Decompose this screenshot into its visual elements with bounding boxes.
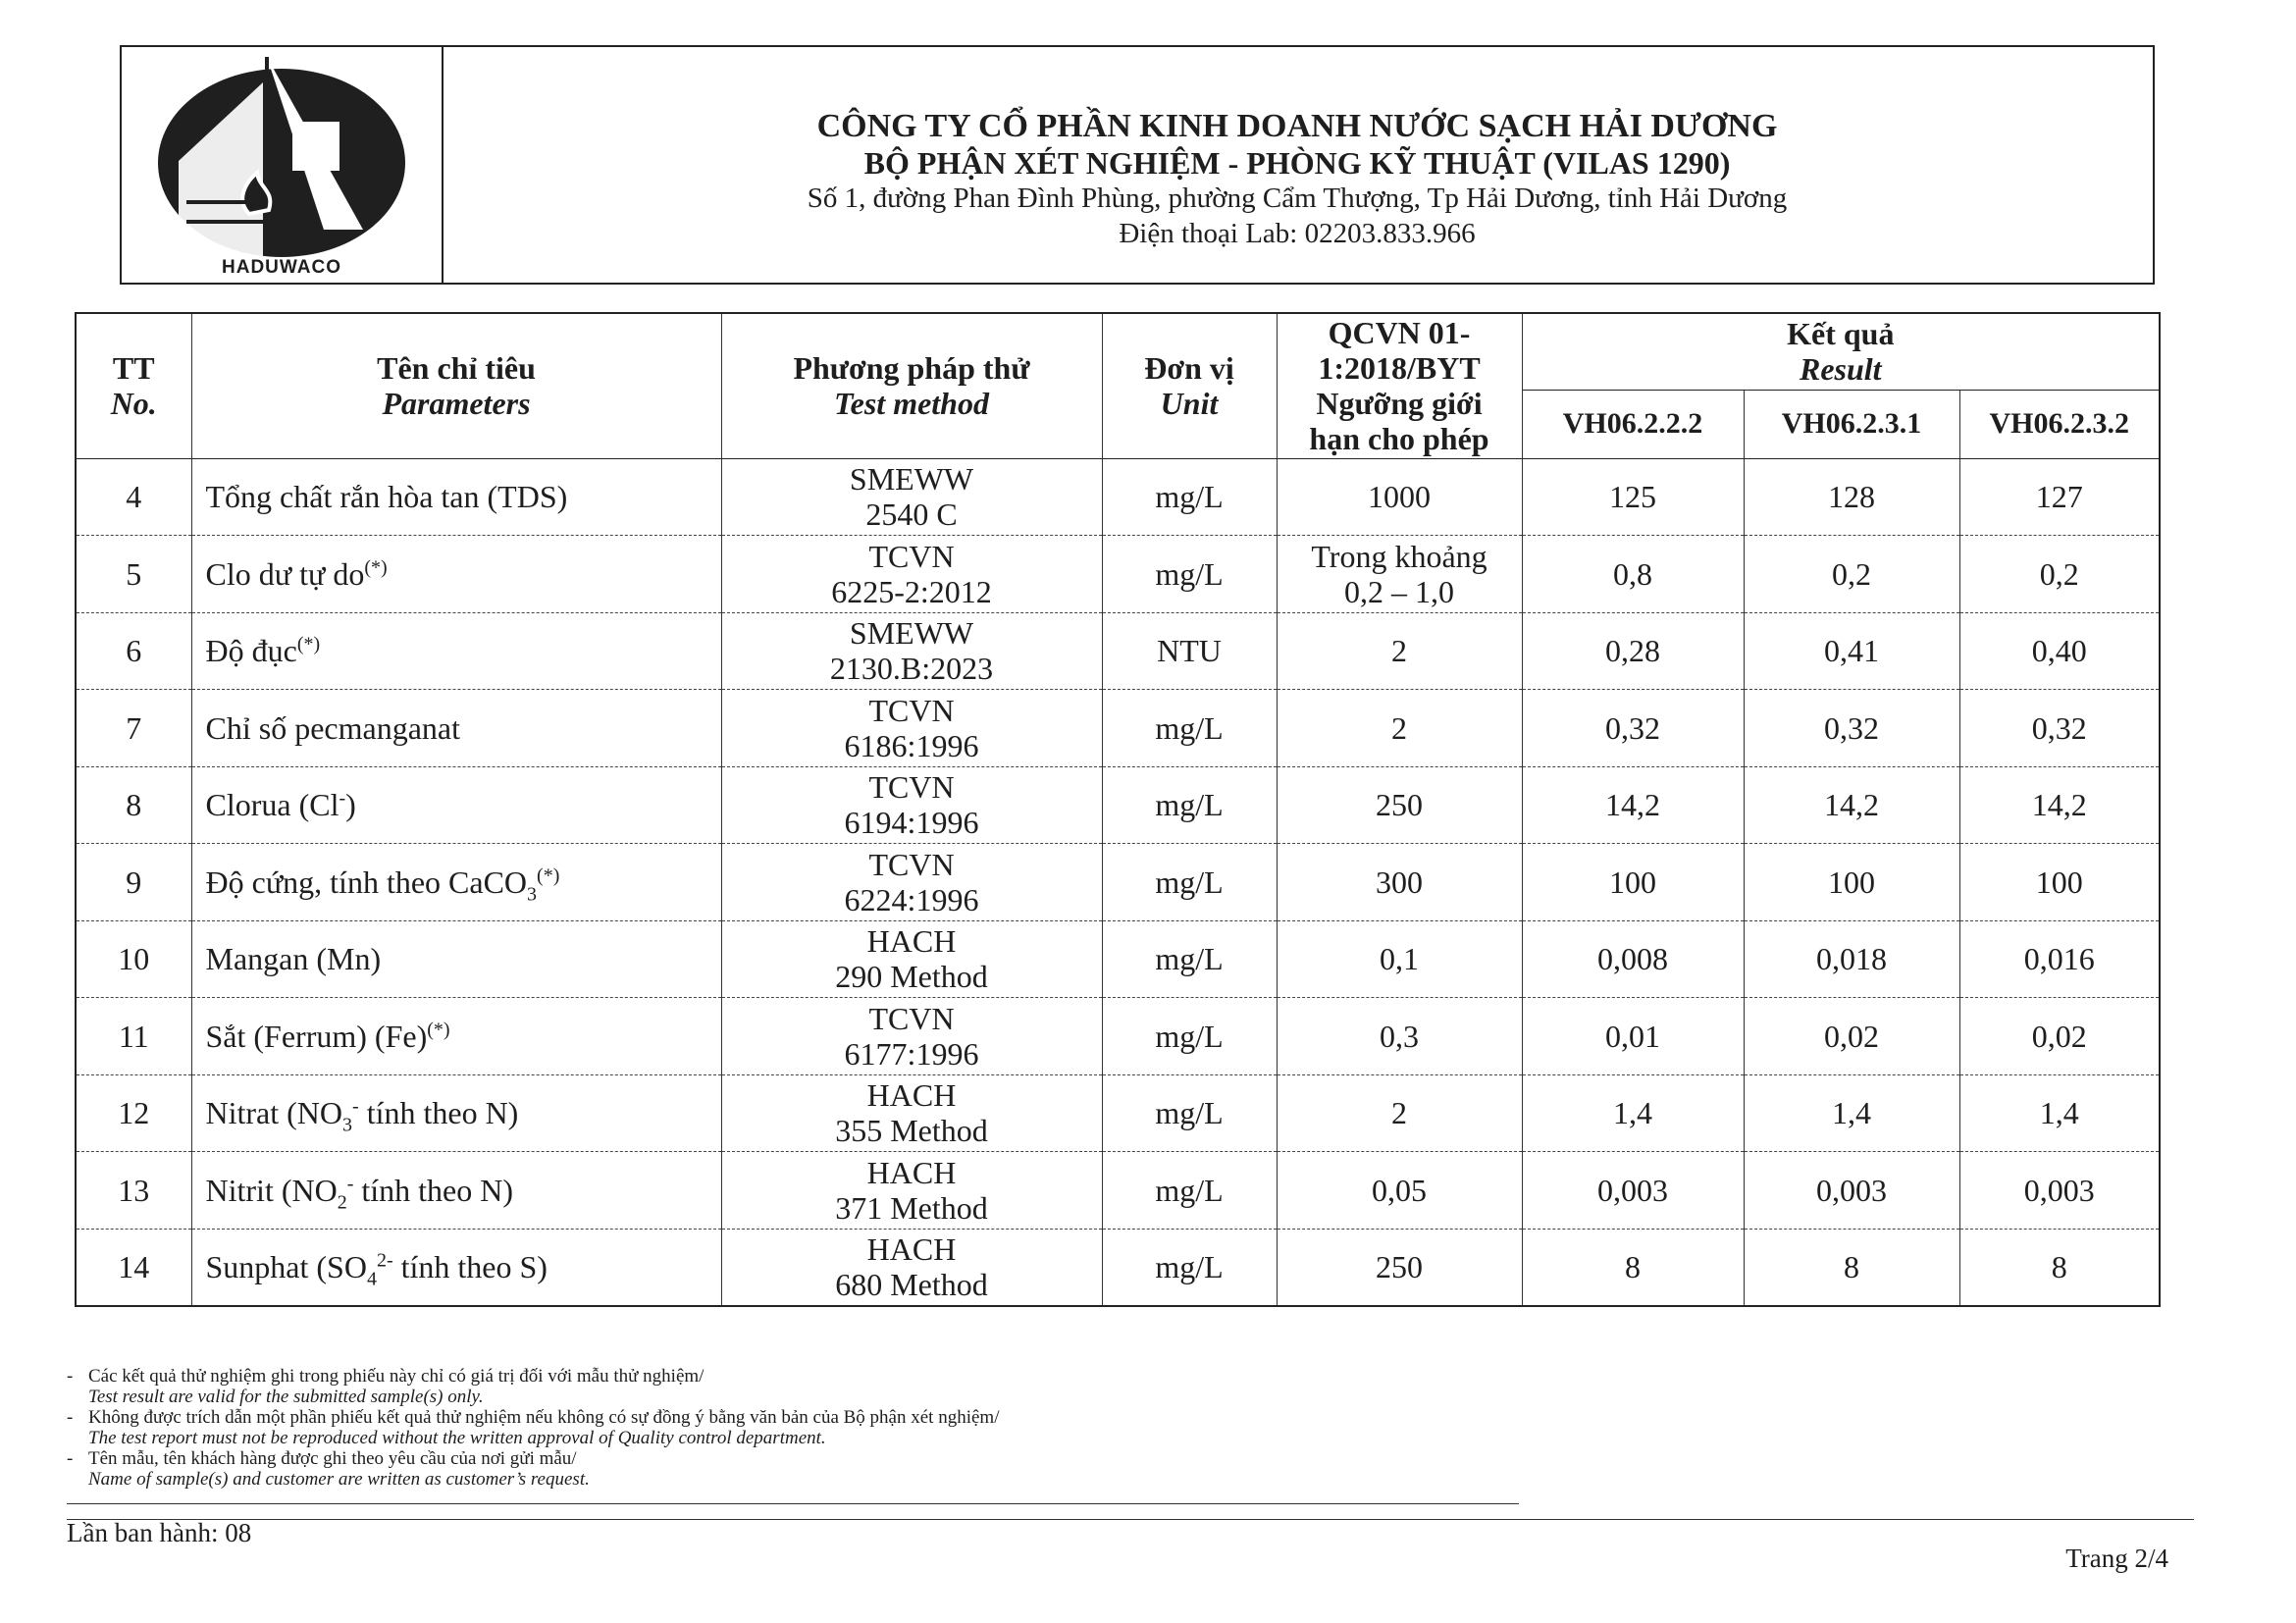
table-row [76,1152,2160,1230]
parameter-name: Độ cứng, tính theo CaCO$_3$(*) [191,844,721,921]
unit: NTU [1102,612,1277,690]
row-number: 7 [76,690,191,767]
row-number: 6 [76,612,191,690]
row-number: 12 [76,1074,191,1152]
result-sample-1: 0,28 [1522,612,1744,690]
logo [122,47,444,283]
result-sample-3: 127 [1959,458,2160,536]
result-sample-2: 128 [1744,458,1959,536]
result-sample-1: 0,32 [1522,690,1744,767]
col-header-limit: QCVN 01- 1:2018/BYT Ngưỡng giới hạn cho phép [1277,313,1522,458]
company-name: CÔNG TY CỔ PHẦN KINH DOANH NƯỚC SẠCH HẢI DƯƠNG [816,108,1778,144]
result-sample-3: 0,016 [1959,920,2160,998]
note-item: - Các kết quả thử nghiệm ghi trong phiếu này chỉ có giá trị đối với mẫu thử nghiệm/ Test result are valid for the submitted sample(s) only. [67,1366,704,1407]
limit-value: 0,05 [1277,1152,1522,1230]
result-sample-3: 0,32 [1959,690,2160,767]
result-sample-2: 8 [1744,1229,1959,1306]
test-method: HACH 355 Method [721,1074,1102,1152]
parameter-name: Sunphat ($SO_4^{2-}$ tính theo S) [191,1229,721,1306]
unit: mg/L [1102,920,1277,998]
result-sample-1: 125 [1522,458,1744,536]
result-sample-2: 0,003 [1744,1152,1959,1230]
test-method: TCVN 6177:1996 [721,998,1102,1075]
unit: mg/L [1102,1152,1277,1230]
test-method: TCVN 6225-2:2012 [721,536,1102,613]
limit-value: 250 [1277,766,1522,844]
row-number: 5 [76,536,191,613]
result-sample-1: 0,008 [1522,920,1744,998]
result-sample-2: 0,2 [1744,536,1959,613]
footer-divider [67,1519,2194,1520]
row-number: 9 [76,844,191,921]
result-sample-3: 1,4 [1959,1074,2160,1152]
limit-value: 0,1 [1277,920,1522,998]
unit: mg/L [1102,1074,1277,1152]
lab-phone: Điện thoại Lab: 02203.833.966 [1119,218,1476,249]
result-sample-2: 14,2 [1744,766,1959,844]
test-method: HACH 371 Method [721,1152,1102,1230]
result-sample-3: 0,02 [1959,998,2160,1075]
logo-emblem-icon [147,53,416,257]
table-row [76,1074,2160,1152]
parameter-name: Chỉ số pecmanganat [191,690,721,767]
result-sample-1: 14,2 [1522,766,1744,844]
col-header-sample-3: VH06.2.3.2 [1959,390,2160,458]
table-row [76,690,2160,767]
limit-value: 2 [1277,690,1522,767]
result-sample-2: 0,018 [1744,920,1959,998]
result-sample-2: 100 [1744,844,1959,921]
col-header-no: TT No. [76,313,191,458]
row-number: 4 [76,458,191,536]
result-sample-2: 0,32 [1744,690,1959,767]
test-method: TCVN 6224:1996 [721,844,1102,921]
col-header-unit: Đơn vị Unit [1102,313,1277,458]
result-sample-1: 0,8 [1522,536,1744,613]
col-header-parameters: Tên chỉ tiêu Parameters [191,313,721,458]
result-sample-1: 0,003 [1522,1152,1744,1230]
parameter-name: Mangan (Mn) [191,920,721,998]
table-row [76,536,2160,613]
page-number: Trang 2/4 [2065,1544,2168,1573]
parameter-name: Nitrit ($NO_2^-$ tính theo N) [191,1152,721,1230]
col-header-sample-1: VH06.2.2.2 [1522,390,1744,458]
result-sample-3: 0,2 [1959,536,2160,613]
table-row [76,458,2160,536]
unit: mg/L [1102,458,1277,536]
limit-value: 2 [1277,612,1522,690]
result-sample-2: 1,4 [1744,1074,1959,1152]
parameter-name: Nitrat ($NO_3^-$ tính theo N) [191,1074,721,1152]
parameter-name: Sắt (Ferrum) (Fe)(*) [191,998,721,1075]
row-number: 13 [76,1152,191,1230]
unit: mg/L [1102,766,1277,844]
result-sample-1: 8 [1522,1229,1744,1306]
row-number: 11 [76,998,191,1075]
note-item: - Tên mẫu, tên khách hàng được ghi theo yêu cầu của nơi gửi mẫu/ Name of sample(s) and customer are written as customer’s request. [67,1448,590,1490]
unit: mg/L [1102,536,1277,613]
result-sample-1: 100 [1522,844,1744,921]
parameter-name: Độ đục(*) [191,612,721,690]
col-header-test-method: Phương pháp thử Test method [721,313,1102,458]
row-number: 14 [76,1229,191,1306]
test-method: SMEWW 2540 C [721,458,1102,536]
result-sample-2: 0,41 [1744,612,1959,690]
row-number: 10 [76,920,191,998]
letterhead [120,45,2155,285]
test-method: TCVN 6186:1996 [721,690,1102,767]
table-row [76,844,2160,921]
limit-value: Trong khoảng 0,2 – 1,0 [1277,536,1522,613]
notes [67,1366,1440,1490]
notes-divider [67,1503,1519,1504]
limit-value: 1000 [1277,458,1522,536]
logo-caption: HADUWACO [222,257,341,278]
limit-value: 0,3 [1277,998,1522,1075]
result-sample-3: 14,2 [1959,766,2160,844]
unit: mg/L [1102,690,1277,767]
col-header-sample-2: VH06.2.3.1 [1744,390,1959,458]
parameter-name: Clorua (Cl-) [191,766,721,844]
unit: mg/L [1102,1229,1277,1306]
col-header-result: Kết quả Result [1522,313,2160,390]
test-method: HACH 290 Method [721,920,1102,998]
test-method: TCVN 6194:1996 [721,766,1102,844]
edition-number: Lần ban hành: 08 [67,1518,252,1547]
result-sample-3: 100 [1959,844,2160,921]
result-sample-3: 0,003 [1959,1152,2160,1230]
result-sample-3: 8 [1959,1229,2160,1306]
table-row [76,920,2160,998]
company-address: Số 1, đường Phan Đình Phùng, phường Cẩm Thượng, Tp Hải Dương, tỉnh Hải Dương [807,183,1788,214]
limit-value: 2 [1277,1074,1522,1152]
result-sample-3: 0,40 [1959,612,2160,690]
results-table [75,312,2161,1307]
parameter-name: Clo dư tự do(*) [191,536,721,613]
unit: mg/L [1102,844,1277,921]
table-row [76,766,2160,844]
result-sample-2: 0,02 [1744,998,1959,1075]
table-row [76,612,2160,690]
parameter-name: Tổng chất rắn hòa tan (TDS) [191,458,721,536]
result-sample-1: 0,01 [1522,998,1744,1075]
letterhead-text [442,108,2153,251]
test-method: HACH 680 Method [721,1229,1102,1306]
result-sample-1: 1,4 [1522,1074,1744,1152]
table-row [76,1229,2160,1306]
unit: mg/L [1102,998,1277,1075]
table-row [76,998,2160,1075]
limit-value: 250 [1277,1229,1522,1306]
department-name: BỘ PHẬN XÉT NGHIỆM - PHÒNG KỸ THUẬT (VILAS 1290) [863,145,1731,181]
limit-value: 300 [1277,844,1522,921]
row-number: 8 [76,766,191,844]
note-item: - Không được trích dẫn một phần phiếu kết quả thử nghiệm nếu không có sự đồng ý bằng văn bản của Bộ phận xét nghiệm/ The test report must not be reproduced without the written approval of Quality control department. [67,1407,1000,1448]
test-method: SMEWW 2130.B:2023 [721,612,1102,690]
